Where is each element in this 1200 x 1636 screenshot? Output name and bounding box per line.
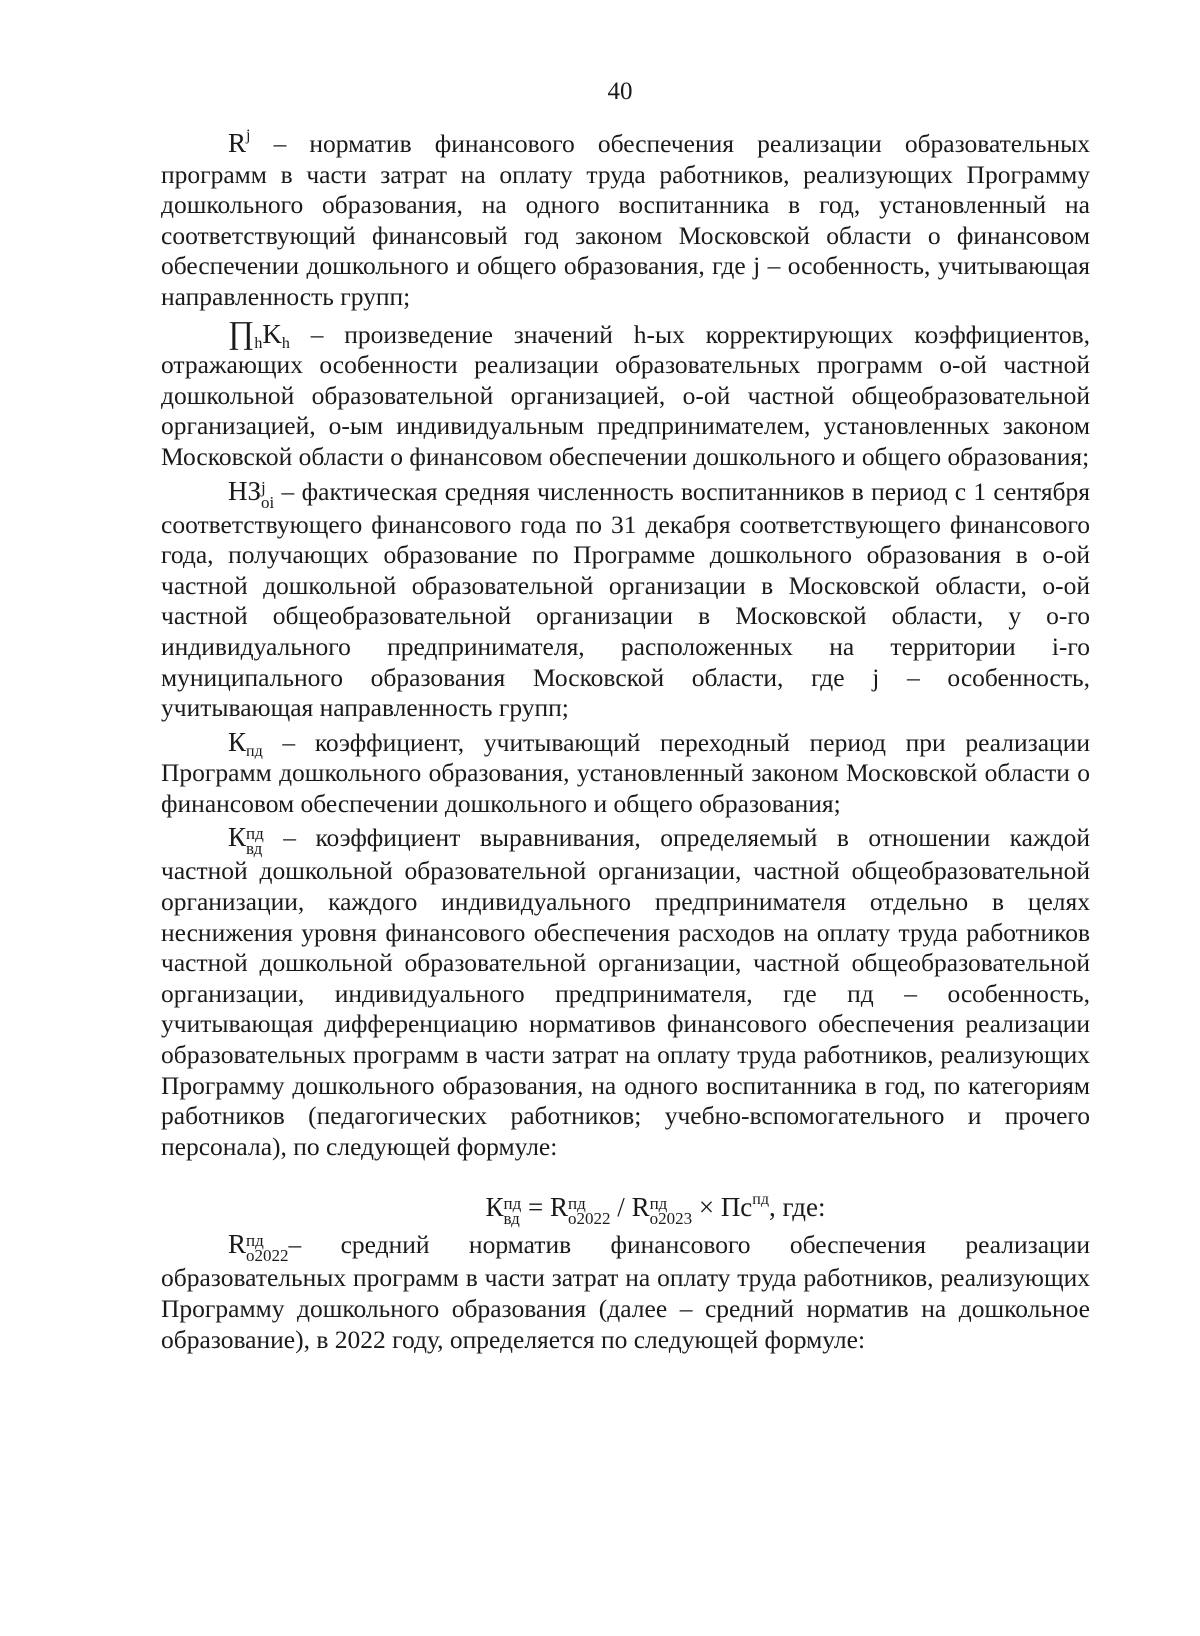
definition-text: – фактическая средняя численность воспитанников в период с 1 сентября соответствующего финансового года по 31 декабря соответствующего финансового года, получающих образование по Программе дошкольного образования в о-ой частной дошкольной образовательной организации в Московской области, о-ой частной общеобразовательной организации в Московской области, у о-го индивидуального предпринимателя, расположенных на территории i-го муниципального образования Московской области, где j – особенность, учитывающая направленность групп; [161, 476, 1090, 723]
symbol-subscript: o2022 [246, 1246, 289, 1266]
page-number: 40 [607, 78, 633, 105]
formula-divide: / [610, 1192, 632, 1223]
definition-k-vd [161, 822, 1090, 1162]
symbol-k: К [228, 822, 247, 853]
formula-pc: Пс [720, 1192, 753, 1223]
definition-k-pd [161, 727, 1090, 820]
definition-text: – норматив финансового обеспечения реализации образовательных программ в части затрат на оплату труда работников, реализующих Программу дошкольного образования, на одного воспитанника в год, установленный на соответствующий финансовый год законом Московской области о финансовом обеспечении дошкольного и общего образования, где j – особенность, учитывающая направленность групп; [161, 129, 1090, 311]
definition-nz [161, 476, 1090, 724]
symbol-superscript: j [261, 477, 266, 497]
formula-superscript: пд [649, 1194, 668, 1214]
symbol-r: R [228, 128, 247, 158]
formula-superscript: пд [752, 1191, 769, 1209]
formula-subscript: o2022 [568, 1209, 611, 1229]
document-body [161, 128, 1090, 1355]
formula-tail: , где: [769, 1192, 826, 1223]
formula-subscript: o2023 [649, 1209, 693, 1229]
symbol-superscript: пд [246, 1231, 264, 1251]
definition-text: – средний норматив финансового обеспечения реализации образовательных программ в части затрат на оплату труда работников, реализующих Программу дошкольного образования (далее – средний норматив на дошкольное образование), в 2022 году, определяется по следующей формуле: [161, 1230, 1090, 1354]
formula-superscript: пд [503, 1194, 522, 1214]
symbol-r: R [228, 1229, 247, 1260]
symbol-subscript: h [254, 334, 263, 352]
definition-text: – коэффициент, учитывающий переходный период при реализации Программ дошкольного образования, установленный законом Московской области о финансовом обеспечении дошкольного и общего образования; [161, 727, 1090, 818]
symbol-k: К [228, 726, 247, 757]
definition-text: – произведение значений h-ых корректирующих коэффициентов, отражающих особенности реализации образовательных программ о-ой частной дошкольной образовательной организацией, о-ой частной общеобразовательной организацией, о-ым индивидуальным предпринимателем, установленных законом Московской области о финансовом обеспечении дошкольного и общего образования; [161, 319, 1090, 471]
symbol-indices [246, 1231, 289, 1266]
definition-r-o2022 [161, 1229, 1090, 1355]
definition-r-j [161, 128, 1090, 313]
formula-k-indices [503, 1194, 522, 1229]
formula-r-2022: R [550, 1192, 569, 1223]
symbol-indices [246, 824, 264, 859]
formula-r-2023: R [631, 1192, 650, 1223]
formula-subscript: вд [503, 1209, 520, 1229]
formula-superscript: пд [568, 1194, 586, 1214]
symbol-nz: НЗ [228, 475, 262, 506]
symbol-subscript: h [281, 334, 290, 352]
formula-k-vd [161, 1191, 1090, 1229]
symbol-subscript: oi [261, 492, 275, 512]
formula-equals: = [521, 1192, 551, 1223]
formula-r-2022-indices [568, 1194, 611, 1229]
formula-r-2023-indices [649, 1194, 693, 1229]
symbol-product [228, 313, 290, 352]
definition-text: – коэффициент выравнивания, определяемый в отношении каждой частной дошкольной образовательной организации, частной общеобразовательной организации, каждого индивидуального предпринимателя отдельно в целях неснижения уровня финансового обеспечения расходов на оплату труда работников частной дошкольной образовательной организации, частной общеобразовательной организации, индивидуального предпринимателя, где пд – особенность, учитывающая дифференциацию нормативов финансового обеспечения реализации образовательных программ в части затрат на оплату труда работников, реализующих Программу дошкольного образования, на одного воспитанника в год, по категориям работников (педагогических работников; учебно-вспомогательного и прочего персонала), по следующей формуле: [161, 823, 1090, 1161]
symbol-k: K [262, 318, 282, 349]
symbol-subscript: вд [246, 839, 263, 859]
symbol-superscript: пд [246, 824, 264, 844]
formula-k: К [485, 1192, 504, 1223]
definition-product-kh [161, 313, 1090, 473]
symbol-indices [261, 477, 275, 512]
symbol-subscript: пд [246, 742, 263, 760]
formula-times: × [692, 1192, 721, 1223]
product-sign: ∏ [228, 313, 255, 350]
symbol-superscript: j [246, 127, 251, 144]
